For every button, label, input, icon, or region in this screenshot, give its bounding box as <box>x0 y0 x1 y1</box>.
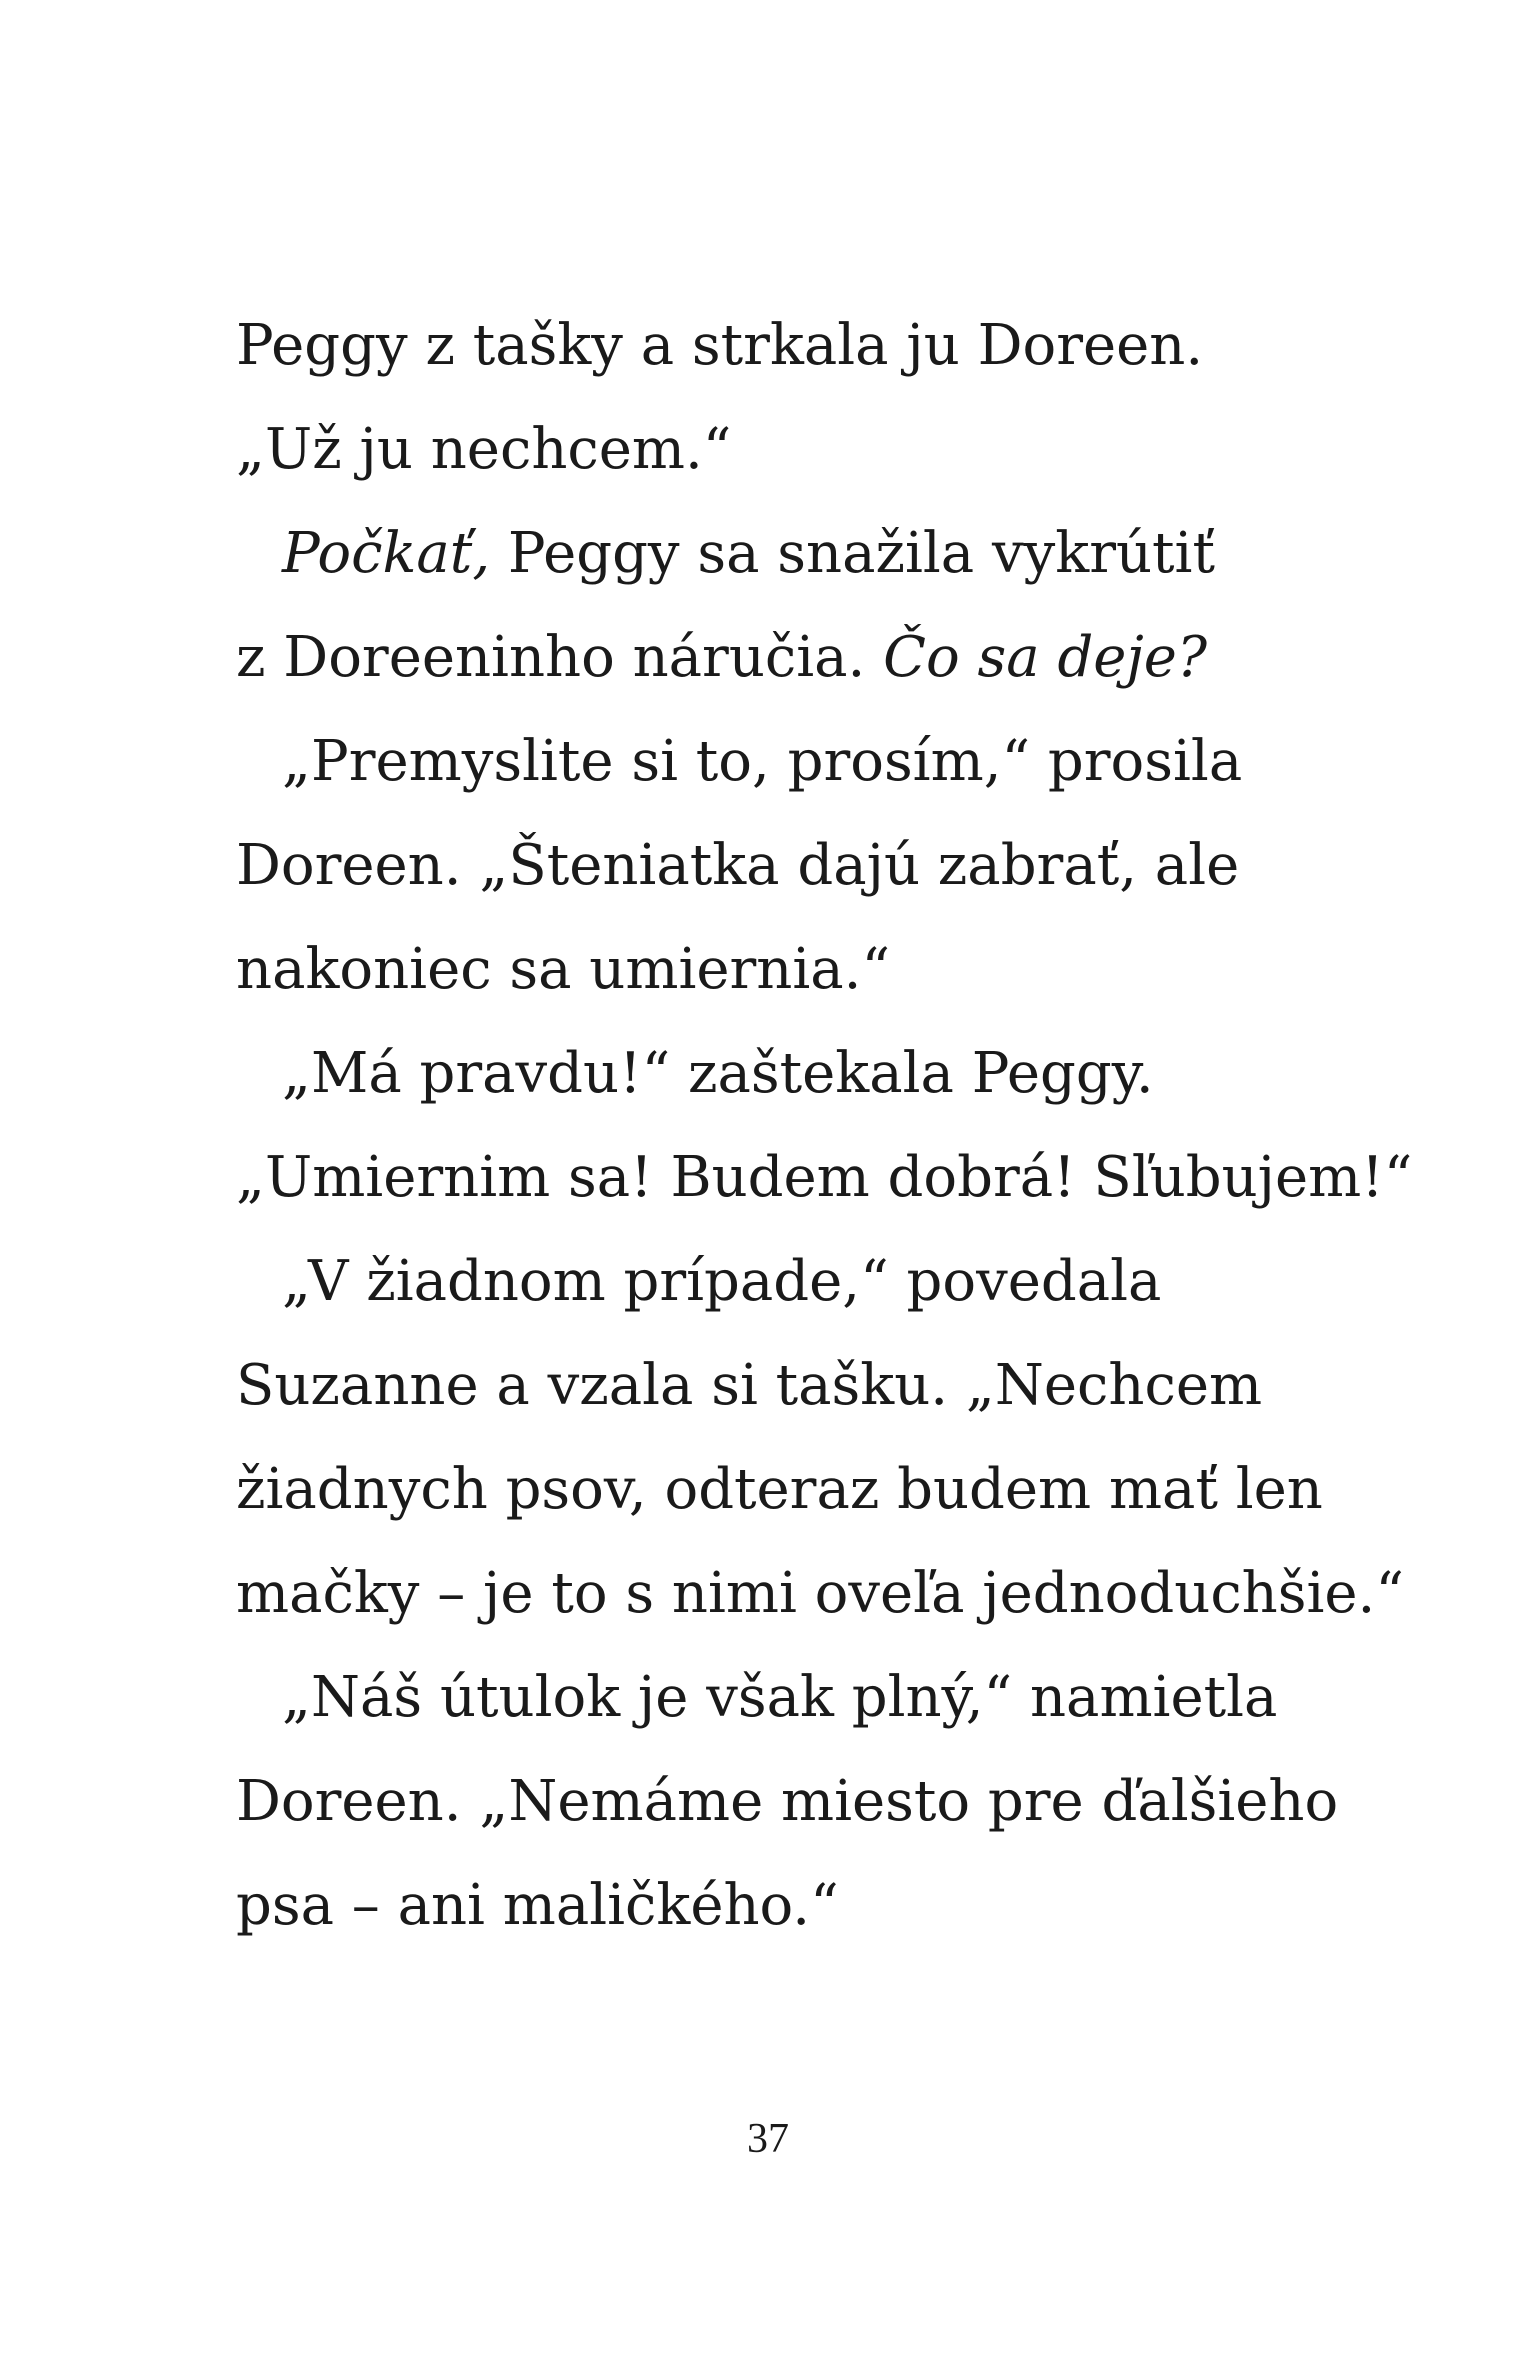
text-line: psa – ani maličkého.“ <box>236 1873 839 1938</box>
text-line: mačky – je to s nimi oveľa jednoduchšie.“ <box>236 1561 1404 1626</box>
text-line: nakoniec sa umiernia.“ <box>236 937 891 1002</box>
text-line: Doreen. „Šteniatka dajú zabrať, ale <box>236 833 1240 898</box>
italic-thought: Počkať, <box>282 521 491 586</box>
text-line: „Umiernim sa! Budem dobrá! Sľubujem!“ <box>236 1145 1413 1210</box>
italic-thought: Čo sa deje? <box>883 625 1207 690</box>
text-line: „Náš útulok je však plný,“ namietla <box>282 1665 1278 1730</box>
text-line: „Už ju nechcem.“ <box>236 417 732 482</box>
text-line <box>282 521 1215 586</box>
text-line: „Má pravdu!“ zaštekala Peggy. <box>282 1041 1154 1106</box>
text-line: Suzanne a vzala si tašku. „Nechcem <box>236 1353 1263 1418</box>
text-run: Peggy sa snažila vykrútiť <box>490 521 1215 586</box>
text-run: z Doreeninho náručia. <box>236 625 884 690</box>
text-line: „V žiadnom prípade,“ povedala <box>282 1249 1162 1314</box>
text-line: Doreen. „Nemáme miesto pre ďalšieho <box>236 1769 1339 1834</box>
page-number: 37 <box>747 2116 789 2162</box>
text-line: žiadnych psov, odteraz budem mať len <box>236 1457 1323 1522</box>
text-line: „Premyslite si to, prosím,“ prosila <box>282 729 1243 794</box>
text-line: Peggy z tašky a strkala ju Doreen. <box>236 313 1204 378</box>
text-line <box>236 625 1207 690</box>
